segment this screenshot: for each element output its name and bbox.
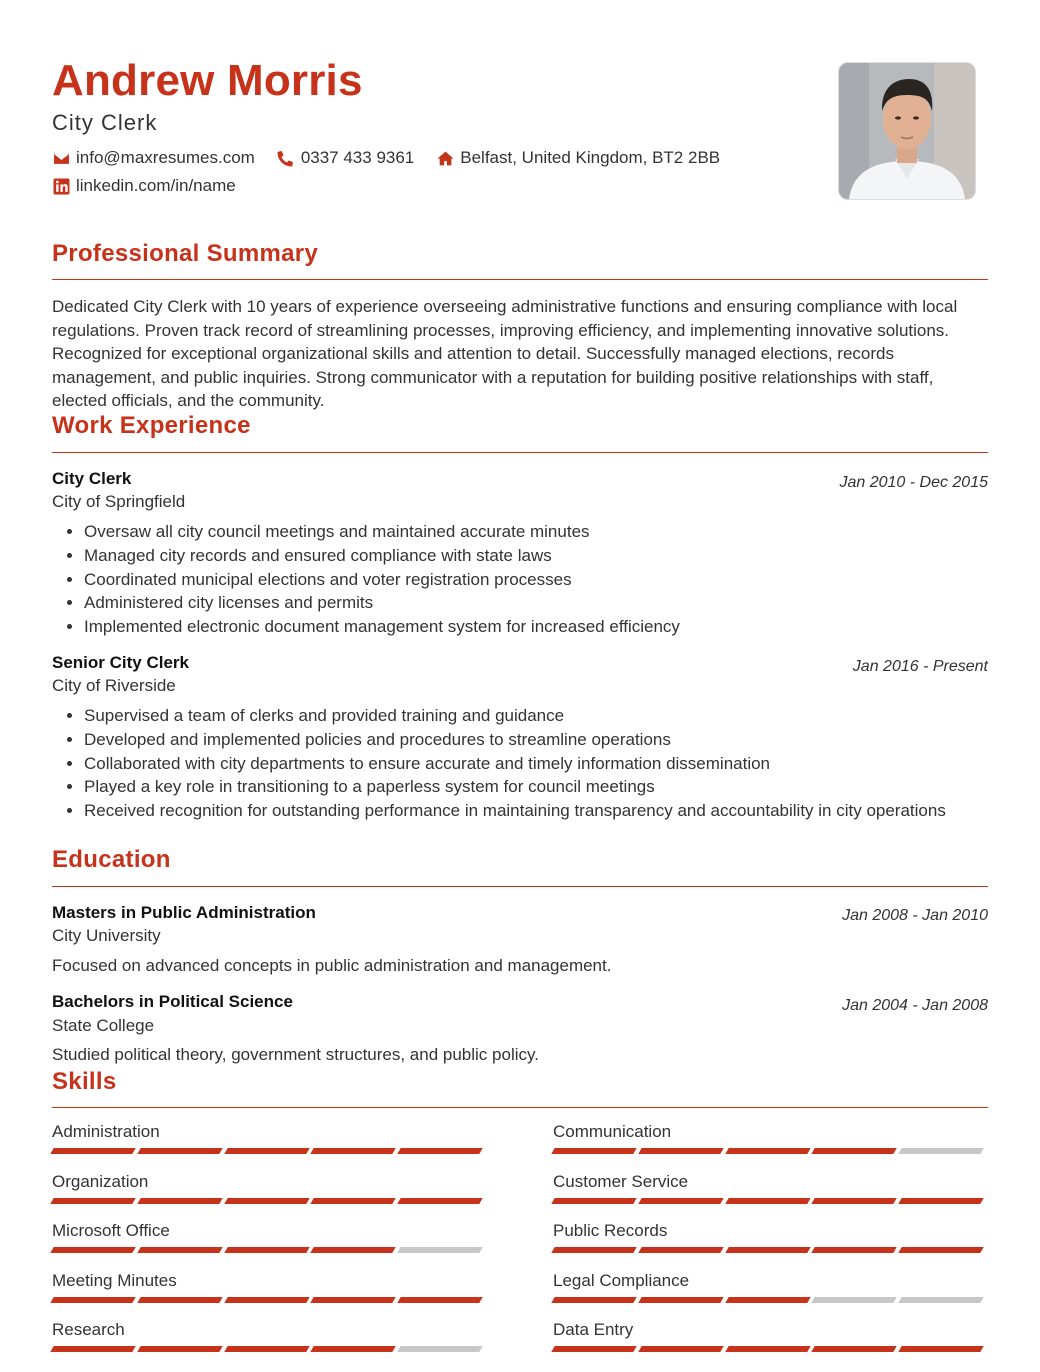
job-dates: Jan 2016 - Present [852,658,988,675]
skill-level-segment [224,1198,310,1204]
summary-text: Dedicated City Clerk with 10 years of experience overseeing administrative functions and ensuring compliance with local regulations. Proven track record of streamlining processes, improving efficiency, and implementing innovative solutions. Recognized for exceptional organizational skills and attention to detail. Successfully managed elections, records management, and public inquiries. Strong communicator with a reputation for building positive relationships with staff, elected officials, and the community. [52,297,958,410]
skill-level-segment [725,1247,811,1253]
skill-level-segment [311,1247,397,1253]
list-item: • Received recognition for outstanding performance in maintaining transparency and accountability in city operations [84,799,964,823]
skill-level-segment [638,1346,724,1352]
skill-level-segment [224,1247,310,1253]
degree-description: Focused on advanced concepts in public administration and management. [52,956,612,975]
skill-name: Meeting Minutes [52,1270,177,1290]
skill-name: Legal Compliance [553,1270,690,1290]
skill-level-segment [898,1247,984,1253]
job-org: City of Riverside [52,676,176,695]
skill-level-segment [638,1297,724,1303]
phone-text: 0337 433 9361 [300,148,415,167]
education-heading: Education [52,846,171,873]
skill-level-segment [137,1297,223,1303]
location-text: Belfast, United Kingdom, BT2 2BB [460,148,721,167]
skill-level-segment [551,1346,637,1352]
contact-row-1 [52,148,742,168]
skill-level-segment [311,1148,397,1154]
skill-level-segment [50,1297,136,1303]
skill-level-segment [725,1148,811,1154]
skill-level-segment [50,1198,136,1204]
job-title: Senior City Clerk [52,653,189,672]
job-bullets [52,704,964,823]
skill-name: Public Records [553,1221,668,1241]
school-name: State College [52,1016,155,1035]
candidate-title: City Clerk [52,110,158,135]
list-item: • Managed city records and ensured compliance with state laws [84,544,964,568]
skill-level-segment [311,1198,397,1204]
phone-icon [277,149,295,167]
skill-level-segment [137,1346,223,1352]
skill-level-segment [638,1247,724,1253]
skill-level-segment [137,1247,223,1253]
skill-level-bar [553,1148,987,1154]
envelope-icon [52,149,70,167]
degree-title: Bachelors in Political Science [52,992,293,1011]
skill-level-segment [898,1297,984,1303]
job-org: City of Springfield [52,492,186,511]
skill-level-segment [812,1346,898,1352]
skills-heading: Skills [52,1068,117,1095]
skills-divider [52,1107,988,1108]
contact-email[interactable] [52,148,255,168]
skill-level-segment [551,1198,637,1204]
skill-name: Administration [52,1122,160,1141]
summary-divider [52,279,988,280]
list-item: • Collaborated with city departments to ensure accurate and timely information dissemination [84,752,964,776]
skill-level-segment [725,1297,811,1303]
home-icon [436,149,454,167]
list-item: • Played a key role in transitioning to a paperless system for council meetings [84,775,964,799]
skill-level-segment [812,1247,898,1253]
linkedin-icon [52,177,70,195]
skill-level-segment [397,1198,483,1204]
skill-level-bar [553,1247,987,1253]
skill-level-bar [52,1346,486,1352]
skill-level-segment [224,1346,310,1352]
skill-level-segment [898,1346,984,1352]
linkedin-text: linkedin.com/in/name [76,176,236,195]
skill-level-segment [50,1247,136,1253]
experience-heading: Work Experience [52,412,251,439]
skill-name: Data Entry [553,1320,634,1340]
skill-level-bar [553,1346,987,1352]
skill-name: Research [52,1320,125,1340]
skill-level-segment [224,1148,310,1154]
skill-name: Microsoft Office [52,1221,170,1241]
skill-level-segment [725,1198,811,1204]
school-name: City University [52,926,161,945]
skill-level-segment [397,1346,483,1352]
skill-level-segment [898,1148,984,1154]
skill-level-segment [812,1198,898,1204]
degree-description: Studied political theory, government structures, and public policy. [52,1045,539,1064]
skill-item [553,1320,987,1352]
list-item: • Administered city licenses and permits [84,591,964,615]
skill-level-segment [551,1148,637,1154]
contact-phone[interactable] [277,148,414,168]
profile-photo [838,62,976,200]
skill-level-bar [553,1198,987,1204]
skill-level-segment [397,1297,483,1303]
skill-item [52,1172,486,1204]
list-item: • Developed and implemented policies and procedures to streamline operations [84,728,964,752]
candidate-name: Andrew Morris [52,56,363,105]
skill-level-segment [311,1346,397,1352]
skill-level-segment [397,1148,483,1154]
email-text: info@maxresumes.com [76,148,255,167]
skill-name: Customer Service [553,1171,689,1191]
skill-level-bar [52,1297,486,1303]
contact-linkedin[interactable] [52,176,236,196]
skill-item [553,1271,987,1303]
skill-item [52,1271,486,1303]
degree-title: Masters in Public Administration [52,903,316,922]
skill-level-segment [224,1297,310,1303]
skill-level-segment [397,1247,483,1253]
job-bullets [52,520,964,639]
skill-name: Organization [52,1171,149,1191]
skill-item [52,1221,486,1253]
skill-level-bar [52,1198,486,1204]
contact-location [436,148,720,168]
skill-level-segment [898,1198,984,1204]
skill-item [553,1122,987,1154]
job-title: City Clerk [52,469,132,488]
skill-level-segment [50,1148,136,1154]
skill-level-segment [812,1297,898,1303]
skill-level-segment [50,1346,136,1352]
skill-level-bar [52,1247,486,1253]
skill-item [52,1122,486,1154]
contact-row-2 [52,176,258,196]
skill-level-segment [137,1198,223,1204]
skill-level-segment [551,1297,637,1303]
skill-item [553,1172,987,1204]
list-item: • Oversaw all city council meetings and maintained accurate minutes [84,520,964,544]
list-item: • Coordinated municipal elections and voter registration processes [84,568,964,592]
skill-name: Communication [553,1122,672,1141]
skill-level-segment [812,1148,898,1154]
skill-level-segment [638,1148,724,1154]
skill-level-bar [52,1148,486,1154]
job-dates: Jan 2010 - Dec 2015 [839,474,988,491]
skill-level-segment [551,1247,637,1253]
education-divider [52,886,988,887]
skill-item [553,1221,987,1253]
list-item: • Implemented electronic document management system for increased efficiency [84,615,964,639]
skill-level-segment [638,1198,724,1204]
skill-level-bar [553,1297,987,1303]
skill-item [52,1320,486,1352]
summary-heading: Professional Summary [52,240,319,267]
degree-dates: Jan 2004 - Jan 2008 [842,997,988,1014]
degree-dates: Jan 2008 - Jan 2010 [842,907,988,924]
skill-level-segment [725,1346,811,1352]
experience-divider [52,452,988,453]
skill-level-segment [311,1297,397,1303]
list-item: • Supervised a team of clerks and provided training and guidance [84,704,964,728]
skill-level-segment [137,1148,223,1154]
